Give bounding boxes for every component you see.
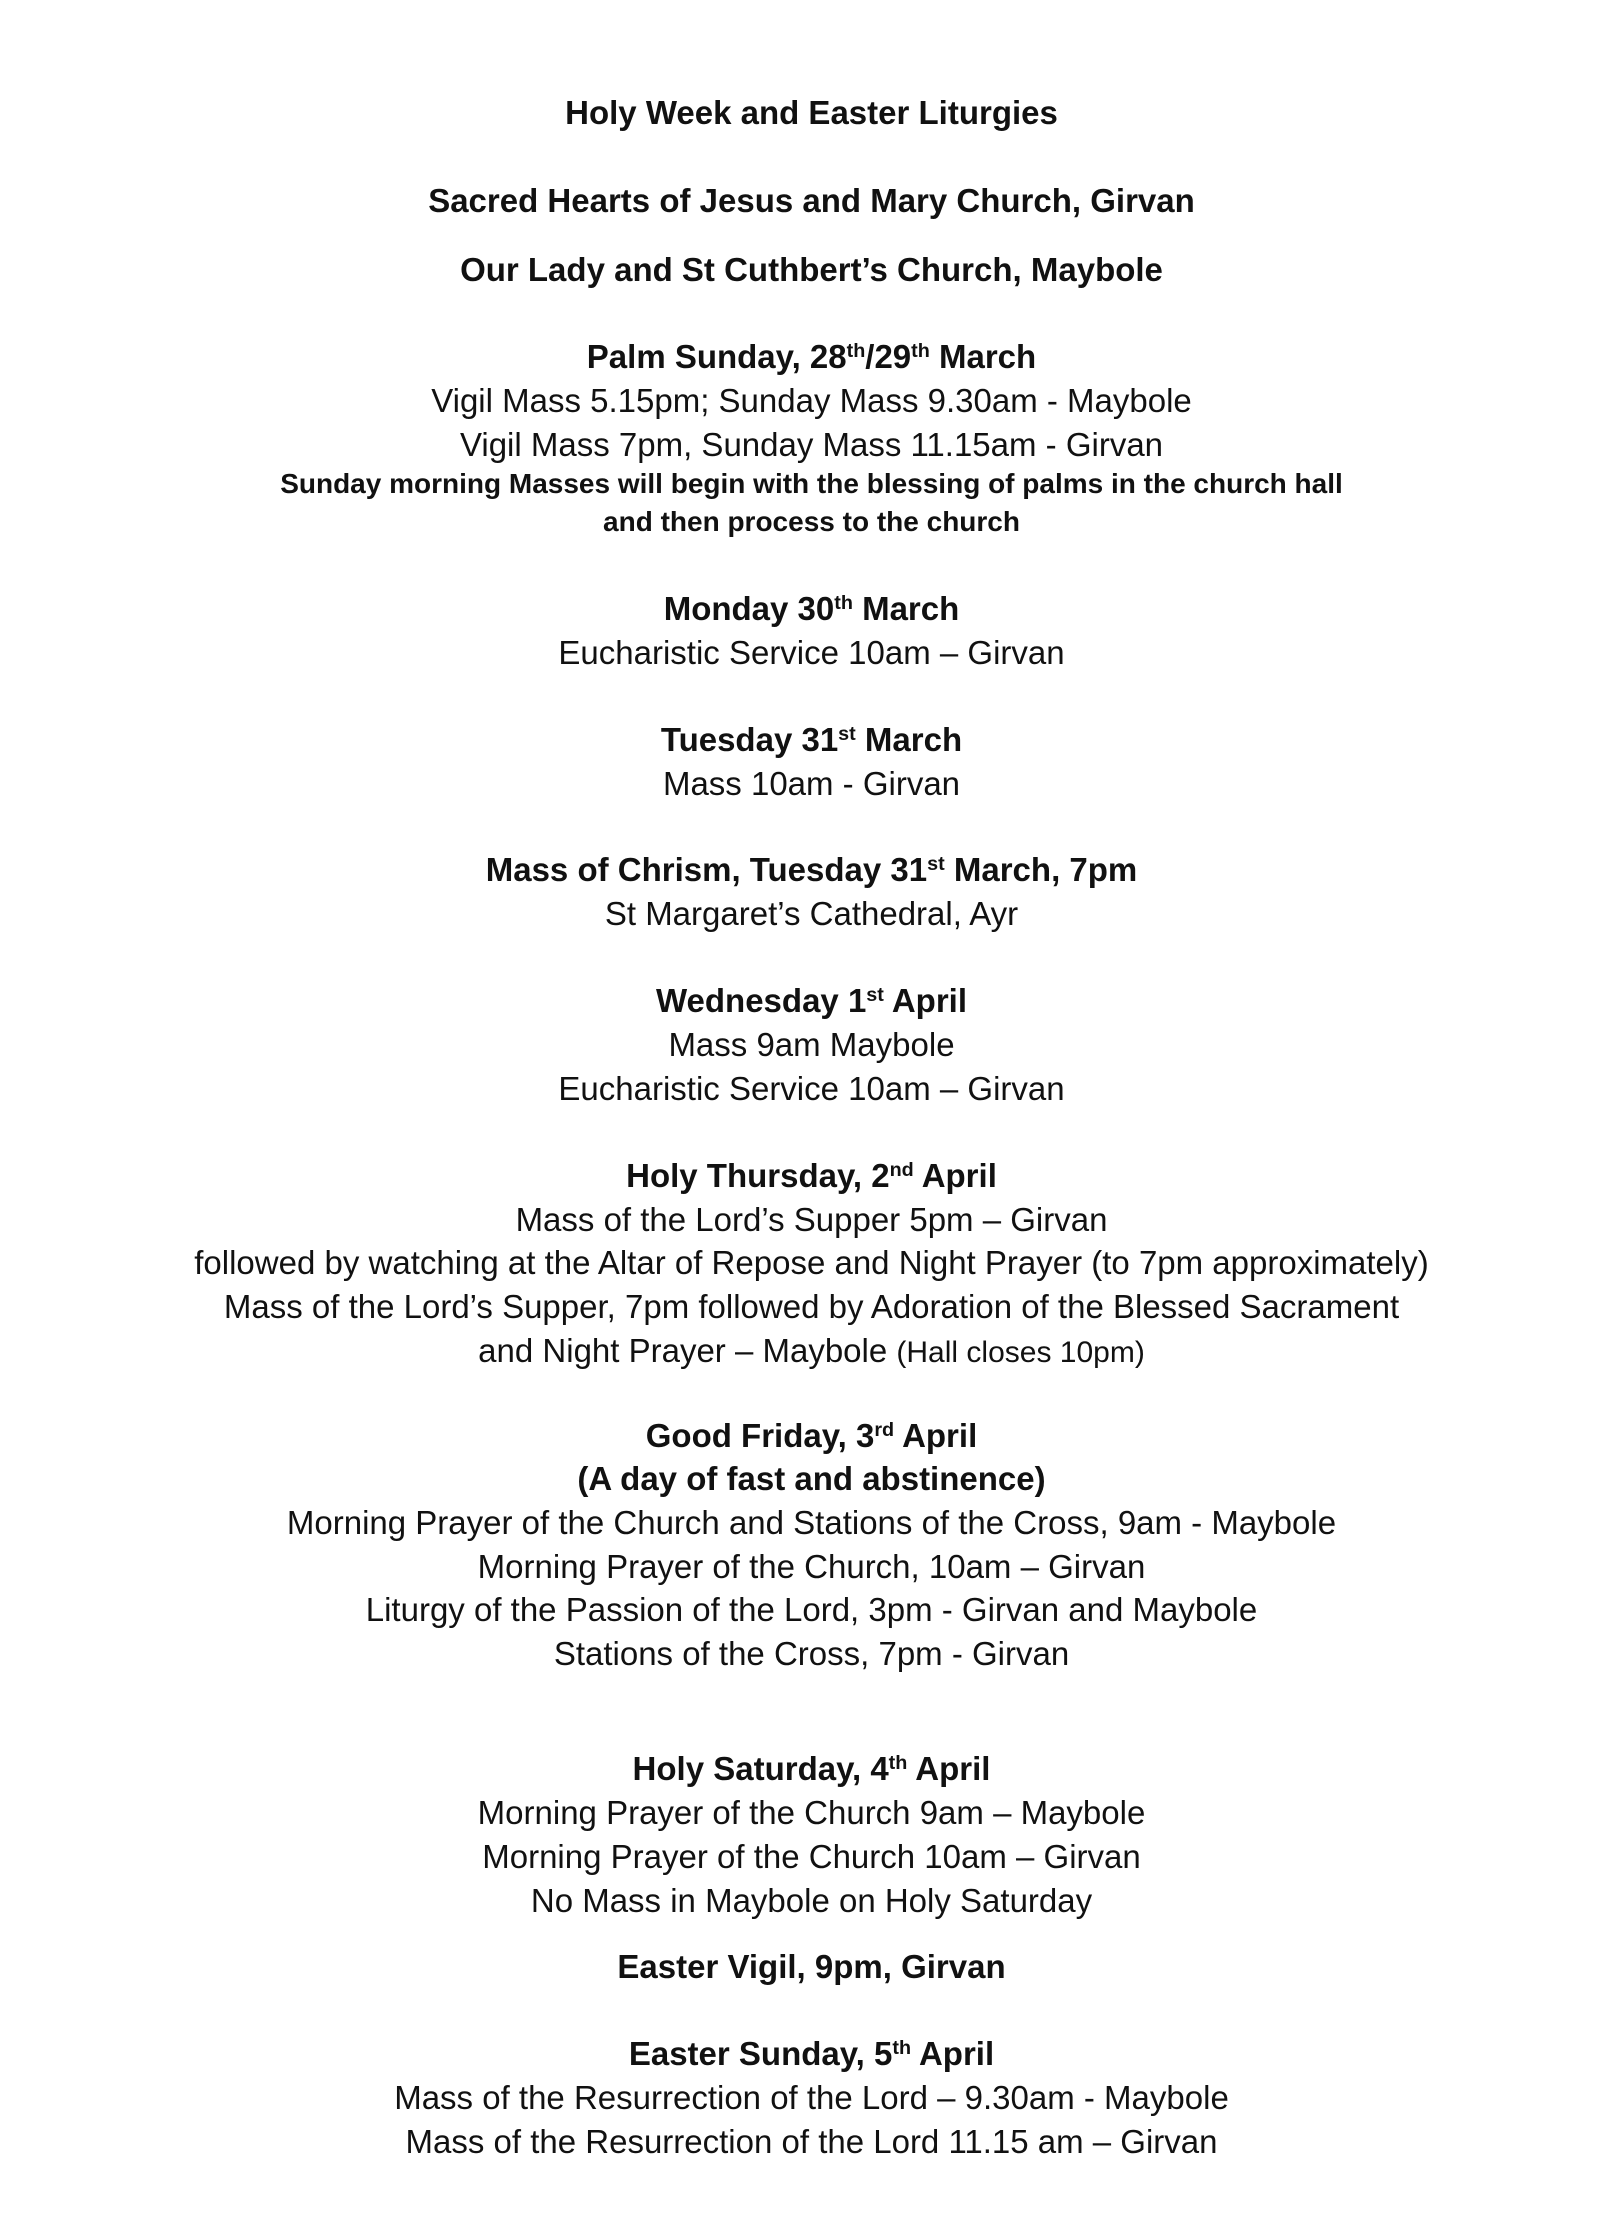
palm-sunday-maybole-times: Vigil Mass 5.15pm; Sunday Mass 9.30am - Maybole [431, 382, 1192, 419]
holy-thursday-line1: Mass of the Lord’s Supper 5pm – Girvan [515, 1201, 1108, 1238]
wednesday-mass: Mass 9am Maybole [668, 1026, 955, 1063]
good-friday-line2: Morning Prayer of the Church, 10am – Girvan [477, 1548, 1146, 1585]
good-friday-subheading: (A day of fast and abstinence) [577, 1460, 1046, 1497]
wednesday-service: Eucharistic Service 10am – Girvan [558, 1070, 1065, 1107]
easter-sunday-heading: Easter Sunday, 5th April [628, 2035, 995, 2072]
holy-saturday-line3: No Mass in Maybole on Holy Saturday [530, 1882, 1093, 1919]
holy-thursday-line4: and Night Prayer – Maybole (Hall closes 10pm) [478, 1332, 1145, 1369]
wednesday-heading: Wednesday 1st April [655, 982, 968, 1019]
church-girvan-heading: Sacred Hearts of Jesus and Mary Church, Girvan [428, 182, 1195, 219]
monday-service: Eucharistic Service 10am – Girvan [558, 634, 1065, 671]
good-friday-line4: Stations of the Cross, 7pm - Girvan [553, 1635, 1070, 1672]
easter-sunday-line2: Mass of the Resurrection of the Lord 11.15 am – Girvan [405, 2123, 1218, 2160]
palm-sunday-note-line1: Sunday morning Masses will begin with the blessing of palms in the church hall [280, 468, 1343, 499]
easter-sunday-line1: Mass of the Resurrection of the Lord – 9.30am - Maybole [394, 2079, 1229, 2116]
palm-sunday-note-line2: and then process to the church [603, 506, 1020, 537]
good-friday-line1: Morning Prayer of the Church and Stations of the Cross, 9am - Maybole [286, 1504, 1337, 1541]
palm-sunday-girvan-times: Vigil Mass 7pm, Sunday Mass 11.15am - Girvan [459, 426, 1164, 463]
document-title: Holy Week and Easter Liturgies [565, 94, 1058, 131]
chrism-heading: Mass of Chrism, Tuesday 31st March, 7pm [485, 851, 1138, 888]
holy-thursday-line2: followed by watching at the Altar of Repose and Night Prayer (to 7pm approximately) [194, 1244, 1429, 1281]
good-friday-line3: Liturgy of the Passion of the Lord, 3pm - Girvan and Maybole [365, 1591, 1258, 1628]
chrism-location: St Margaret’s Cathedral, Ayr [604, 895, 1019, 932]
church-maybole-heading: Our Lady and St Cuthbert’s Church, Maybole [460, 251, 1163, 288]
holy-saturday-line2: Morning Prayer of the Church 10am – Girvan [482, 1838, 1141, 1875]
good-friday-heading: Good Friday, 3rd April [645, 1417, 978, 1454]
monday-heading: Monday 30th March [663, 590, 960, 627]
holy-thursday-line3: Mass of the Lord’s Supper, 7pm followed by Adoration of the Blessed Sacrament [223, 1288, 1400, 1325]
easter-vigil-heading: Easter Vigil, 9pm, Girvan [617, 1948, 1006, 1985]
holy-saturday-heading: Holy Saturday, 4th April [632, 1750, 991, 1787]
palm-sunday-heading: Palm Sunday, 28th/29th March [586, 338, 1037, 375]
holy-thursday-heading: Holy Thursday, 2nd April [626, 1157, 997, 1194]
tuesday-mass: Mass 10am - Girvan [662, 765, 961, 802]
tuesday-heading: Tuesday 31st March [660, 721, 963, 758]
holy-saturday-line1: Morning Prayer of the Church 9am – Maybole [477, 1794, 1146, 1831]
